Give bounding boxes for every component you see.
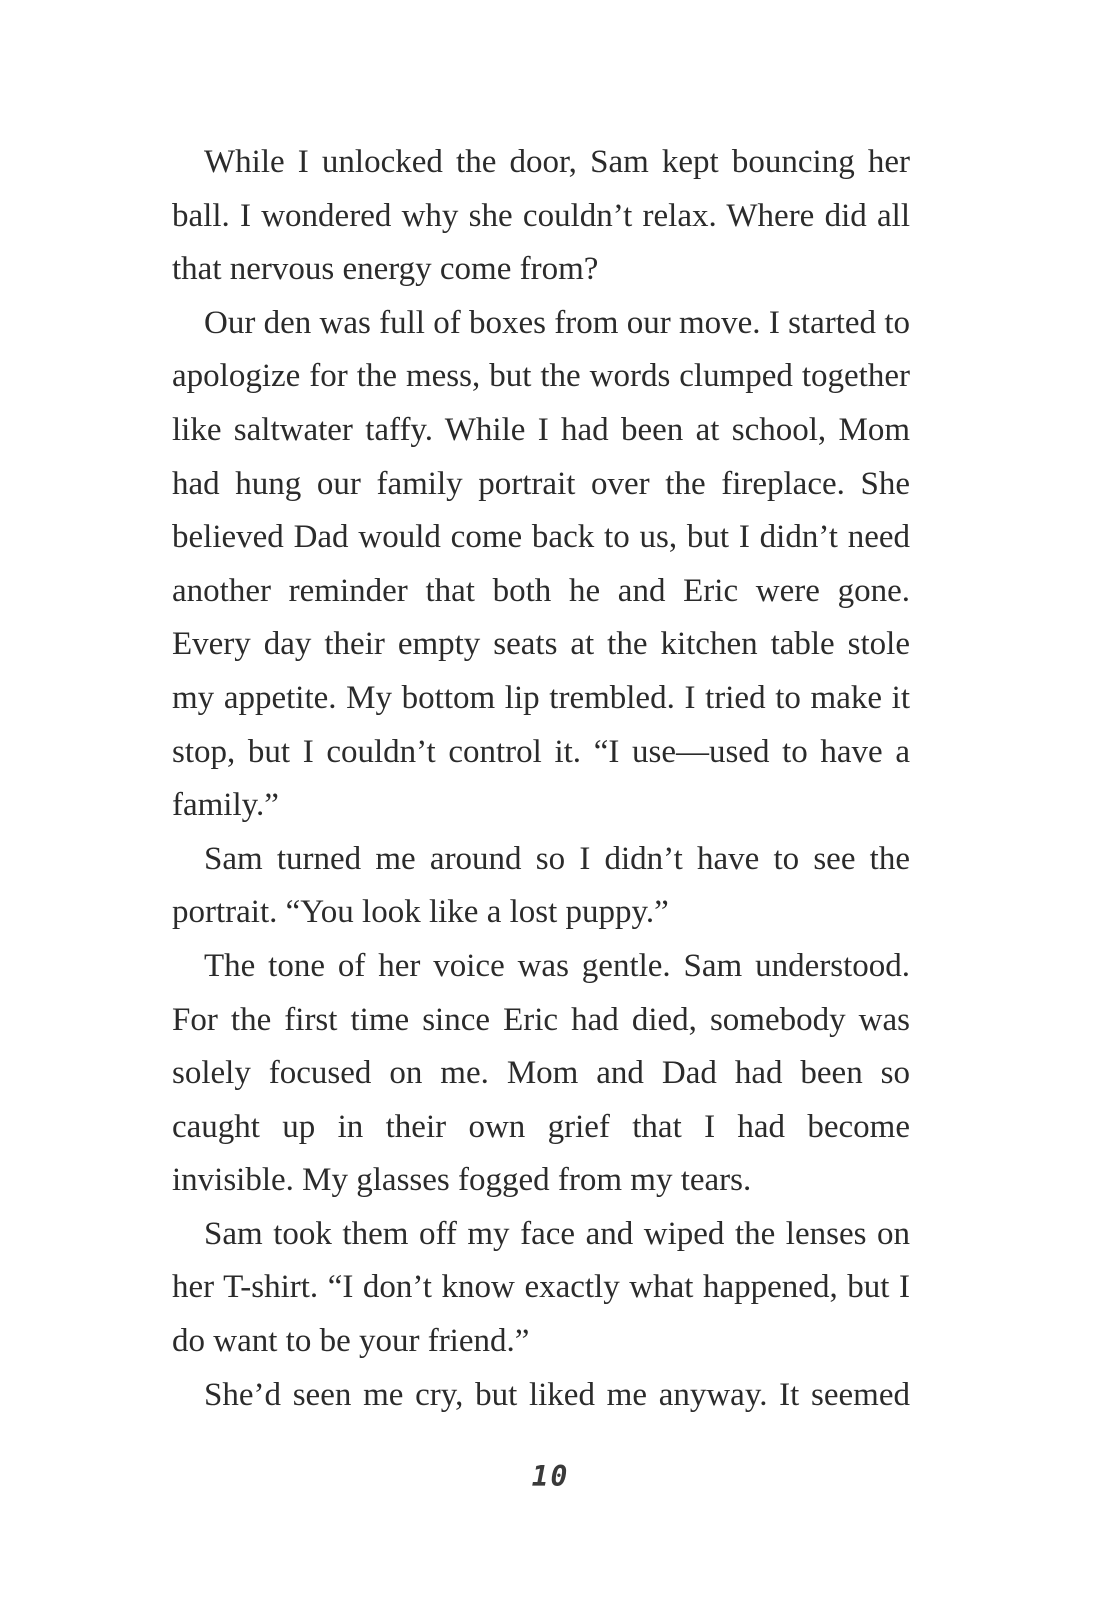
paragraph-4: The tone of her voice was gentle. Sam understood. For the first time since Eric had died, somebody was solely focused on me. Mom and Dad had been so caught up in their own grief that I had become invisible. My glasses fogged from my tears.	[172, 947, 910, 1199]
paragraph-3: Sam turned me around so I didn’t have to see the portrait. “You look like a lost puppy.”	[172, 840, 910, 931]
paragraph-5: Sam took them off my face and wiped the lenses on her T-shirt. “I don’t know exactly what happened, but I do want to be your friend.”	[172, 1215, 910, 1360]
body-text	[172, 136, 910, 1422]
page-number: 10	[531, 1460, 570, 1493]
paragraph-2: Our den was full of boxes from our move. I started to apologize for the mess, but the words clumped together like saltwater taffy. While I had been at school, Mom had hung our family portrait over the fireplace. She believed Dad would come back to us, but I didn’t need another reminder that both he and Eric were gone. Every day their empty seats at the kitchen table stole my appetite. My bottom lip trembled. I tried to make it stop, but I couldn’t control it. “I use—used to have a family.”	[172, 304, 910, 824]
paragraph-6: She’d seen me cry, but liked me anyway. It seemed	[204, 1376, 910, 1413]
paragraph-1: While I unlocked the door, Sam kept bouncing her ball. I wondered why she couldn’t relax. Where did all that nervous energy come from?	[172, 144, 910, 288]
